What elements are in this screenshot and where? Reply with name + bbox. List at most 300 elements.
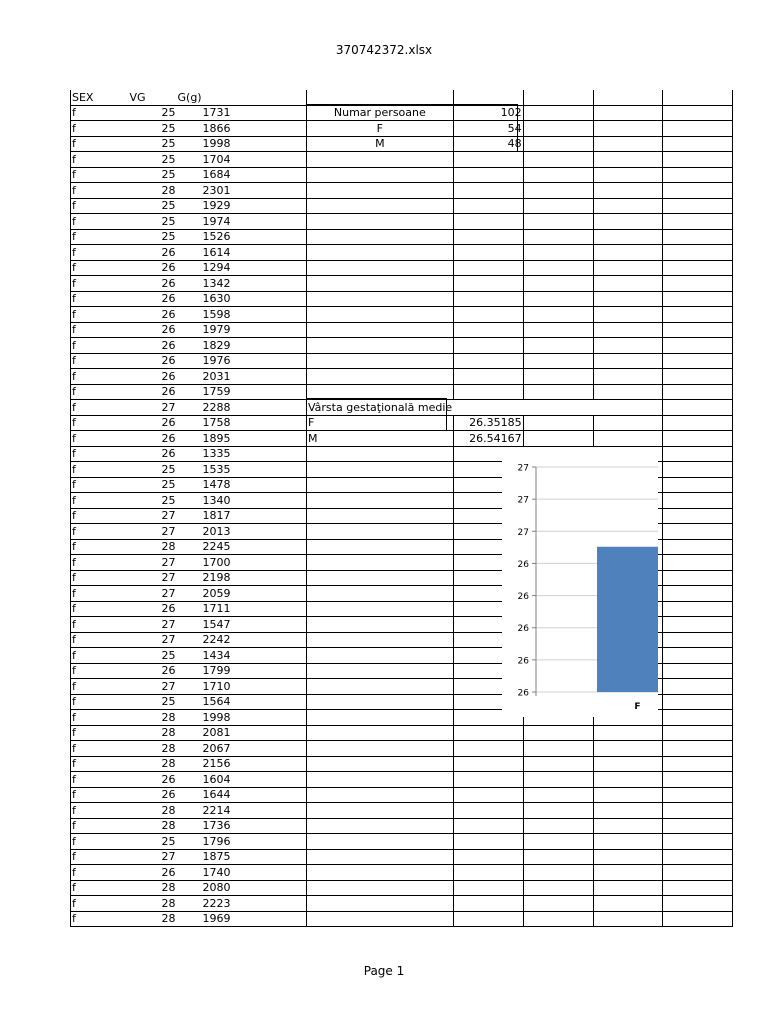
vg-cell[interactable]: 27 [129,400,177,416]
cell[interactable] [307,586,454,602]
weight-cell[interactable]: 2067 [177,741,232,757]
sex-cell[interactable]: f [71,493,129,509]
cell[interactable] [232,772,307,788]
sex-cell[interactable]: f [71,632,129,648]
weight-cell[interactable]: 1736 [177,818,232,834]
cell[interactable] [307,539,454,555]
cell[interactable] [307,756,454,772]
cell[interactable] [232,384,307,400]
cell[interactable] [453,803,523,819]
sex-cell[interactable]: f [71,446,129,462]
cell[interactable] [593,105,662,121]
cell[interactable] [232,694,307,710]
cell[interactable] [593,353,662,369]
female-count-value[interactable]: 54 [453,121,523,137]
cell[interactable] [232,632,307,648]
vg-cell[interactable]: 26 [129,384,177,400]
weight-cell[interactable]: 1434 [177,648,232,664]
cell[interactable] [232,446,307,462]
cell[interactable] [232,741,307,757]
vg-cell[interactable]: 27 [129,508,177,524]
sex-cell[interactable]: f [71,167,129,183]
weight-cell[interactable]: 1526 [177,229,232,245]
cell[interactable] [593,291,662,307]
cell[interactable] [307,183,454,199]
weight-cell[interactable]: 2156 [177,756,232,772]
cell[interactable] [523,818,593,834]
cell[interactable] [593,322,662,338]
vg-cell[interactable]: 28 [129,183,177,199]
male-mean-value[interactable]: 26.54167 [453,431,523,447]
cell[interactable] [453,322,523,338]
sex-cell[interactable]: f [71,663,129,679]
sex-cell[interactable]: f [71,586,129,602]
cell[interactable] [453,291,523,307]
cell[interactable] [232,229,307,245]
vg-cell[interactable]: 26 [129,291,177,307]
cell[interactable] [307,167,454,183]
count-label[interactable]: Numar persoane [307,105,454,121]
cell[interactable] [453,183,523,199]
cell[interactable] [307,601,454,617]
cell[interactable] [662,896,732,912]
vg-cell[interactable]: 27 [129,570,177,586]
male-mean-label[interactable]: M [307,431,454,447]
cell[interactable] [232,710,307,726]
cell[interactable] [523,787,593,803]
vg-cell[interactable]: 26 [129,322,177,338]
cell[interactable] [593,865,662,881]
weight-cell[interactable]: 1604 [177,772,232,788]
cell[interactable] [307,493,454,509]
vg-cell[interactable]: 27 [129,586,177,602]
sex-cell[interactable]: f [71,508,129,524]
sex-cell[interactable]: f [71,679,129,695]
cell[interactable] [307,849,454,865]
cell[interactable] [662,601,732,617]
weight-cell[interactable]: 1711 [177,601,232,617]
sex-cell[interactable]: f [71,725,129,741]
weight-cell[interactable]: 2301 [177,183,232,199]
sex-cell[interactable]: f [71,307,129,323]
cell[interactable] [523,834,593,850]
cell[interactable] [453,741,523,757]
cell[interactable] [593,911,662,927]
cell[interactable] [453,245,523,261]
cell[interactable] [523,384,593,400]
cell[interactable] [593,803,662,819]
cell[interactable] [232,803,307,819]
cell[interactable] [662,772,732,788]
vg-cell[interactable]: 26 [129,369,177,385]
cell[interactable] [523,400,593,416]
cell[interactable] [523,90,593,105]
cell[interactable] [307,477,454,493]
cell[interactable] [232,911,307,927]
vg-cell[interactable]: 25 [129,152,177,168]
cell[interactable] [593,772,662,788]
vg-cell[interactable]: 28 [129,911,177,927]
cell[interactable] [662,307,732,323]
cell[interactable] [307,90,454,105]
cell[interactable] [232,663,307,679]
cell[interactable] [662,105,732,121]
cell[interactable] [662,415,732,431]
cell[interactable] [593,245,662,261]
cell[interactable] [232,865,307,881]
male-count-label[interactable]: M [307,136,454,152]
cell[interactable] [523,849,593,865]
weight-cell[interactable]: 1796 [177,834,232,850]
weight-cell[interactable]: 2081 [177,725,232,741]
cell[interactable] [232,90,307,105]
weight-cell[interactable]: 1998 [177,136,232,152]
cell[interactable] [307,772,454,788]
sex-cell[interactable]: f [71,353,129,369]
cell[interactable] [232,462,307,478]
cell[interactable] [307,229,454,245]
cell[interactable] [453,369,523,385]
cell[interactable] [453,772,523,788]
vg-cell[interactable]: 25 [129,121,177,137]
vg-cell[interactable]: 28 [129,710,177,726]
vg-cell[interactable]: 26 [129,276,177,292]
cell[interactable] [523,369,593,385]
sex-cell[interactable]: f [71,276,129,292]
cell[interactable] [593,183,662,199]
cell[interactable] [662,431,732,447]
cell[interactable] [232,849,307,865]
cell[interactable] [232,431,307,447]
sex-cell[interactable]: f [71,818,129,834]
cell[interactable] [662,741,732,757]
weight-cell[interactable]: 1598 [177,307,232,323]
weight-cell[interactable]: 1829 [177,338,232,354]
cell[interactable] [593,756,662,772]
cell[interactable] [523,214,593,230]
vg-cell[interactable]: 28 [129,880,177,896]
cell[interactable] [523,260,593,276]
cell[interactable] [523,307,593,323]
cell[interactable] [307,834,454,850]
cell[interactable] [307,896,454,912]
cell[interactable] [593,415,662,431]
cell[interactable] [232,570,307,586]
cell[interactable] [662,121,732,137]
cell[interactable] [307,694,454,710]
vg-cell[interactable]: 26 [129,307,177,323]
vg-cell[interactable]: 26 [129,260,177,276]
cell[interactable] [593,152,662,168]
vg-cell[interactable]: 26 [129,772,177,788]
vg-cell[interactable]: 25 [129,648,177,664]
vg-cell[interactable]: 27 [129,617,177,633]
weight-cell[interactable]: 1710 [177,679,232,695]
cell[interactable] [232,245,307,261]
cell[interactable] [523,322,593,338]
sex-cell[interactable]: f [71,694,129,710]
cell[interactable] [662,198,732,214]
cell[interactable] [453,880,523,896]
cell[interactable] [232,198,307,214]
cell[interactable] [593,384,662,400]
cell[interactable] [232,787,307,803]
sex-cell[interactable]: f [71,617,129,633]
cell[interactable] [453,214,523,230]
cell[interactable] [232,276,307,292]
cell[interactable] [232,183,307,199]
cell[interactable] [523,198,593,214]
cell[interactable] [453,911,523,927]
cell[interactable] [662,818,732,834]
cell[interactable] [523,338,593,354]
vg-cell[interactable]: 26 [129,338,177,354]
cell[interactable] [453,260,523,276]
sex-cell[interactable]: f [71,772,129,788]
cell[interactable] [662,710,732,726]
cell[interactable] [662,291,732,307]
sex-cell[interactable]: f [71,152,129,168]
sex-cell[interactable]: f [71,462,129,478]
cell[interactable] [232,477,307,493]
cell[interactable] [307,911,454,927]
weight-cell[interactable]: 1342 [177,276,232,292]
cell[interactable] [307,276,454,292]
sex-cell[interactable]: f [71,787,129,803]
weight-cell[interactable]: 2059 [177,586,232,602]
cell[interactable] [593,121,662,137]
cell[interactable] [593,338,662,354]
vg-cell[interactable]: 26 [129,601,177,617]
mean-age-title[interactable]: Vârsta gestaţională medie [308,400,453,414]
sex-cell[interactable]: f [71,849,129,865]
vg-cell[interactable]: 28 [129,539,177,555]
cell[interactable] [593,400,662,416]
cell[interactable] [307,198,454,214]
cell[interactable] [307,214,454,230]
cell[interactable] [523,229,593,245]
cell[interactable] [523,291,593,307]
weight-cell[interactable]: 1895 [177,431,232,447]
sex-cell[interactable]: f [71,524,129,540]
cell[interactable] [453,400,523,416]
vg-cell[interactable]: 25 [129,834,177,850]
cell[interactable] [523,183,593,199]
sex-cell[interactable]: f [71,214,129,230]
vg-cell[interactable]: 25 [129,105,177,121]
cell[interactable] [662,834,732,850]
cell[interactable] [523,911,593,927]
cell[interactable] [523,431,593,447]
sex-cell[interactable]: f [71,741,129,757]
male-count-value[interactable]: 48 [453,136,523,152]
cell[interactable] [232,679,307,695]
vg-cell[interactable]: 28 [129,725,177,741]
cell[interactable] [662,462,732,478]
female-mean-label[interactable]: F [307,415,454,431]
sex-cell[interactable]: f [71,834,129,850]
weight-cell[interactable]: 1758 [177,415,232,431]
count-value[interactable]: 102 [453,105,523,121]
weight-cell[interactable]: 1929 [177,198,232,214]
vg-cell[interactable]: 25 [129,694,177,710]
cell[interactable] [307,787,454,803]
cell[interactable] [662,865,732,881]
weight-cell[interactable]: 1731 [177,105,232,121]
cell[interactable] [593,849,662,865]
cell[interactable] [453,353,523,369]
cell[interactable] [453,756,523,772]
cell[interactable] [662,648,732,664]
weight-cell[interactable]: 1740 [177,865,232,881]
cell[interactable] [232,338,307,354]
cell[interactable] [453,276,523,292]
vg-cell[interactable]: 27 [129,632,177,648]
cell[interactable] [662,694,732,710]
cell[interactable] [662,849,732,865]
cell[interactable] [307,880,454,896]
weight-cell[interactable]: 1547 [177,617,232,633]
female-count-label[interactable]: F [307,121,454,137]
cell[interactable] [307,524,454,540]
sex-cell[interactable]: f [71,555,129,571]
cell[interactable] [307,710,454,726]
vg-cell[interactable]: 26 [129,446,177,462]
cell[interactable] [593,431,662,447]
cell[interactable] [662,214,732,230]
weight-cell[interactable]: 1969 [177,911,232,927]
weight-cell[interactable]: 1535 [177,462,232,478]
sex-cell[interactable]: f [71,756,129,772]
sex-cell[interactable]: f [71,322,129,338]
weight-cell[interactable]: 1564 [177,694,232,710]
cell[interactable] [662,632,732,648]
cell[interactable] [662,493,732,509]
cell[interactable] [523,741,593,757]
sex-cell[interactable]: f [71,415,129,431]
cell[interactable] [453,725,523,741]
cell[interactable] [453,834,523,850]
cell[interactable] [232,725,307,741]
cell[interactable] [232,818,307,834]
cell[interactable] [232,260,307,276]
cell[interactable] [593,818,662,834]
cell[interactable] [307,648,454,664]
cell[interactable] [662,617,732,633]
cell[interactable] [307,725,454,741]
cell[interactable] [307,803,454,819]
cell[interactable] [593,896,662,912]
cell[interactable] [232,756,307,772]
cell[interactable] [523,756,593,772]
weight-cell[interactable]: 2198 [177,570,232,586]
sex-cell[interactable]: f [71,105,129,121]
cell[interactable] [453,896,523,912]
column-header[interactable]: VG [129,90,177,105]
cell[interactable] [662,880,732,896]
cell[interactable] [662,570,732,586]
cell[interactable] [307,741,454,757]
cell[interactable] [453,787,523,803]
cell[interactable] [523,353,593,369]
sex-cell[interactable]: f [71,911,129,927]
cell[interactable] [453,818,523,834]
cell[interactable] [232,400,307,416]
cell[interactable] [453,167,523,183]
cell[interactable] [662,369,732,385]
cell[interactable] [453,152,523,168]
sex-cell[interactable]: f [71,291,129,307]
cell[interactable] [523,136,593,152]
cell[interactable] [593,260,662,276]
cell[interactable] [307,446,454,462]
cell[interactable] [453,865,523,881]
cell[interactable] [593,880,662,896]
cell[interactable] [662,663,732,679]
vg-cell[interactable]: 26 [129,431,177,447]
cell[interactable] [662,477,732,493]
cell[interactable] [232,121,307,137]
weight-cell[interactable]: 1478 [177,477,232,493]
cell[interactable] [593,136,662,152]
cell[interactable] [307,679,454,695]
cell[interactable] [232,880,307,896]
vg-cell[interactable]: 25 [129,167,177,183]
cell[interactable] [662,787,732,803]
cell[interactable] [662,229,732,245]
cell[interactable] [232,648,307,664]
cell[interactable] [662,911,732,927]
sex-cell[interactable]: f [71,245,129,261]
cell[interactable] [232,307,307,323]
weight-cell[interactable]: 1294 [177,260,232,276]
sex-cell[interactable]: f [71,198,129,214]
vg-cell[interactable]: 28 [129,818,177,834]
cell[interactable] [523,880,593,896]
weight-cell[interactable]: 1335 [177,446,232,462]
cell[interactable] [593,725,662,741]
cell[interactable] [593,787,662,803]
cell[interactable] [593,369,662,385]
cell[interactable] [662,679,732,695]
cell[interactable] [662,555,732,571]
cell[interactable] [232,586,307,602]
cell[interactable] [307,818,454,834]
cell[interactable] [307,245,454,261]
sex-cell[interactable]: f [71,648,129,664]
sex-cell[interactable]: f [71,539,129,555]
cell[interactable] [662,167,732,183]
sex-cell[interactable]: f [71,400,129,416]
cell[interactable] [662,276,732,292]
cell[interactable] [523,803,593,819]
vg-cell[interactable]: 25 [129,198,177,214]
vg-cell[interactable]: 26 [129,865,177,881]
weight-cell[interactable]: 1614 [177,245,232,261]
cell[interactable] [232,369,307,385]
cell[interactable] [662,400,732,416]
vg-cell[interactable]: 25 [129,214,177,230]
sex-cell[interactable]: f [71,570,129,586]
cell[interactable] [307,338,454,354]
cell[interactable] [453,338,523,354]
weight-cell[interactable]: 1630 [177,291,232,307]
cell[interactable] [232,136,307,152]
cell[interactable] [662,756,732,772]
cell[interactable] [307,322,454,338]
column-header[interactable]: SEX [71,90,129,105]
weight-cell[interactable]: 1759 [177,384,232,400]
